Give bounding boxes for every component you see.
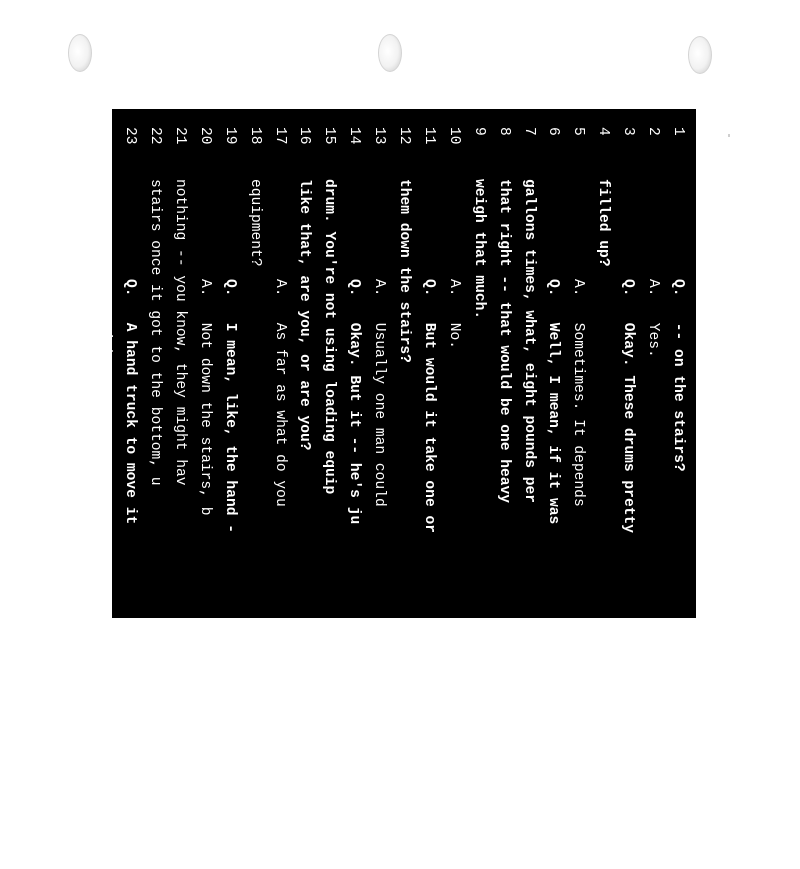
- transcript-lines: [97, 109, 696, 618]
- line-number: 9: [470, 127, 487, 136]
- line-number: 2: [645, 127, 662, 136]
- line-number: 7: [520, 127, 537, 136]
- line-number: 8: [495, 127, 512, 136]
- line-number: 13: [371, 127, 388, 145]
- line-text: Q. But would it take one or: [421, 279, 437, 533]
- line-number: 16: [296, 127, 313, 145]
- line-text: Q. -- on the stairs?: [670, 279, 686, 472]
- transcript-line: [93, 109, 117, 869]
- line-number: 12: [396, 127, 413, 145]
- line-number: 21: [172, 127, 188, 145]
- transcript-page: [97, 109, 696, 618]
- line-number: 22: [147, 127, 164, 145]
- line-number: 10: [445, 127, 462, 145]
- transcript-line: [442, 109, 466, 869]
- transcript-line: [243, 109, 267, 869]
- line-text: nothing -- you know, they might hav: [172, 179, 188, 486]
- line-text: A. Yes.: [645, 279, 662, 358]
- line-number: 4: [595, 127, 612, 136]
- line-number: 17: [271, 127, 288, 145]
- line-number: 18: [246, 127, 263, 145]
- line-text: weigh that much.: [470, 179, 487, 320]
- transcript-line: [193, 109, 217, 869]
- line-number: 11: [421, 127, 437, 145]
- line-text: equipment?: [246, 179, 263, 267]
- line-text: stairs once it got to the bottom, u: [147, 179, 164, 486]
- line-text: A. Usually one man could: [371, 279, 388, 507]
- transcript-line: [517, 109, 541, 869]
- line-number: 15: [321, 127, 338, 145]
- line-number: 20: [196, 127, 213, 145]
- line-number: 24: [97, 127, 114, 145]
- line-text: Q. Okay. These drums pretty: [620, 279, 637, 533]
- transcript-line: [268, 109, 292, 869]
- line-text: A. Sometimes. It depends: [570, 279, 587, 507]
- transcript-line: [342, 109, 366, 869]
- line-number: 1: [670, 127, 686, 136]
- transcript-line: [317, 109, 341, 869]
- line-text: A. No.: [445, 279, 462, 350]
- transcript-line: [168, 109, 192, 869]
- line-text: like that, are you, or are you?: [296, 179, 313, 451]
- line-number: 6: [545, 127, 562, 136]
- line-number: 3: [620, 127, 637, 136]
- transcript-line: [143, 109, 167, 869]
- line-number: 14: [346, 127, 363, 145]
- transcript-line: [293, 109, 317, 869]
- transcript-line: [591, 109, 615, 869]
- line-text: gallons times, what, eight pounds per: [520, 179, 537, 504]
- line-text: Q. I mean, like, the hand -: [221, 279, 238, 533]
- transcript-line: [492, 109, 516, 869]
- line-text: Q. Okay. But it -- he's ju: [346, 279, 363, 525]
- line-text: A. As far as what do you: [271, 279, 288, 507]
- line-text: them down the stairs?: [396, 179, 413, 363]
- line-text: drum. You're not using loading equip: [321, 179, 338, 495]
- binder-hole-left: [68, 34, 92, 72]
- line-text: filled up?: [595, 179, 612, 267]
- line-text: Q. A hand truck to move it: [122, 279, 139, 525]
- transcript-line: [218, 109, 242, 869]
- line-text: Q. Well, I mean, if it was: [545, 279, 562, 525]
- transcript-line: [367, 109, 391, 869]
- line-text: A. Not down the stairs, b: [196, 279, 213, 516]
- line-text: A. Right.: [97, 279, 114, 376]
- transcript-line: [417, 109, 441, 869]
- transcript-line: [118, 109, 142, 869]
- binder-hole-right: [688, 36, 712, 74]
- paper-speck: [728, 134, 730, 137]
- line-number: 23: [122, 127, 139, 145]
- transcript-line: [616, 109, 640, 869]
- transcript-line: [542, 109, 566, 869]
- transcript-line: [666, 109, 690, 869]
- line-text: that right -- that would be one heavy: [495, 179, 512, 504]
- transcript-line: [566, 109, 590, 869]
- line-number: 19: [221, 127, 238, 145]
- transcript-line: [392, 109, 416, 869]
- binder-hole-center: [378, 34, 402, 72]
- line-number: 5: [570, 127, 587, 136]
- transcript-line: [467, 109, 491, 869]
- transcript-line: [641, 109, 665, 869]
